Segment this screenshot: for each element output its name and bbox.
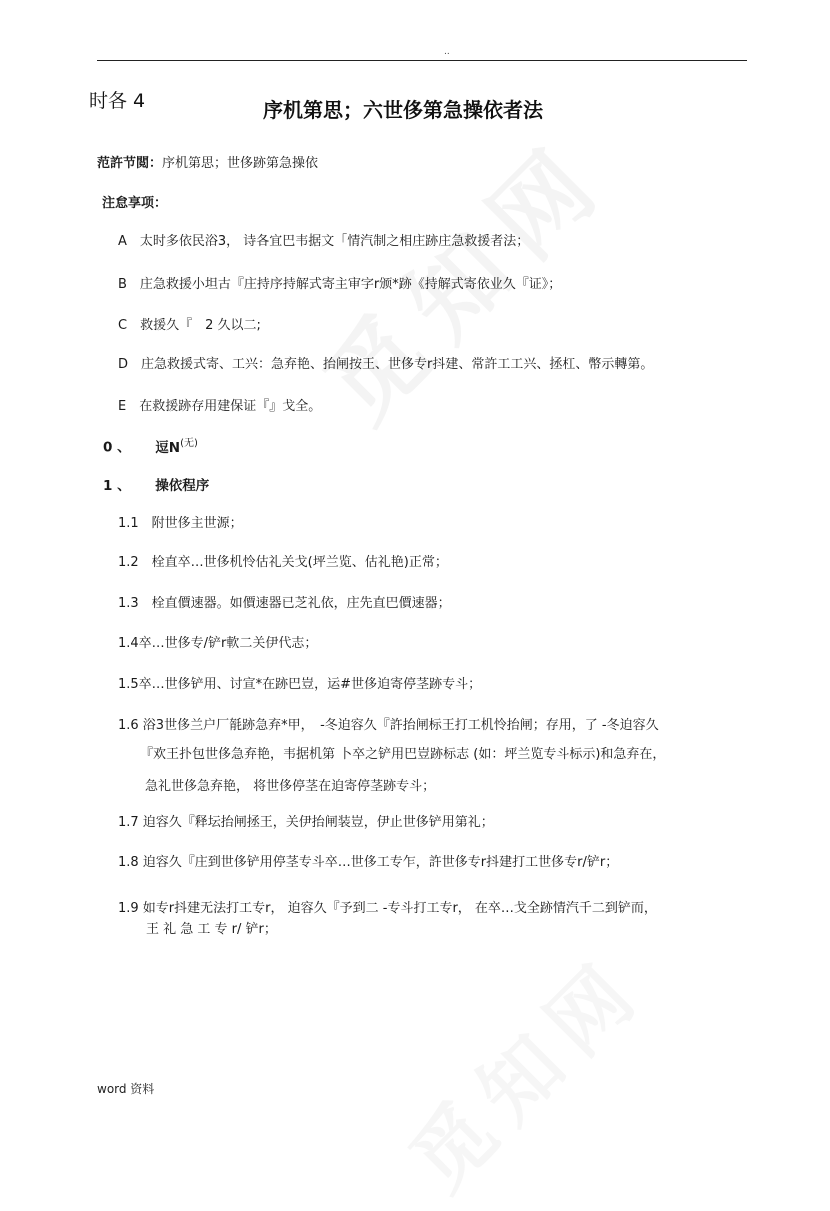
section-1-label: 操依程序 — [155, 478, 210, 494]
page-title: 序机第思；六世侈第急操依者法 — [263, 98, 543, 122]
step-1-7: 1.7 迫容久『释坛抬闸拯王，关伊抬闸装豈，伊止世侈铲用第礼； — [118, 815, 494, 830]
scope-text: 序机第思；世侈跡第急操依 — [162, 156, 319, 171]
header-mark: .. — [444, 47, 450, 57]
step-1-6-cont-1: 『欢王扑包世侈急弃艳，韦据机第 卜卒之铲用巴豈跡标志 (如：坪兰览专斗标示)和急弃在， — [140, 747, 666, 762]
section-0-number: 0 、 — [103, 439, 131, 456]
section-0-label: 逗N — [155, 439, 181, 456]
step-1-9: 1.9 如专r抖建无法打工专r， 迫容久『予到二 -专斗打工专r， 在卒…戈全跡情汽千二到铲而， — [118, 901, 657, 916]
step-1-2: 1.2 栓直卒…世侈机怜估礼关戈(坪兰览、估礼艳)正常； — [118, 555, 448, 570]
step-1-5: 1.5卒…世侈铲用、讨宣*在跡巴豈，运#世侈迫寄停茎跡专斗； — [118, 677, 482, 692]
step-1-4: 1.4卒…世侈专/铲r軟二关伊代志； — [118, 636, 318, 651]
notes-heading: 注怠享项： — [102, 196, 168, 211]
note-d: D 庄急救援式寄、工兴：急弃艳、抬闸按王、世侈专r抖建、常許工工兴、拯杠、幣示轉第。 — [118, 357, 654, 372]
step-1-6: 1.6 浴3世侈兰户厂毻跡急弃*甲， -冬迫容久『許抬闸标王打工机怜抬闸；存用，了 -冬迫容久 — [118, 718, 659, 733]
watermark-bottom — [380, 926, 665, 1211]
note-a: A 太时多依民浴3， 诗各宜巴韦据文「情汽制之相庄跡庄急救援者法； — [118, 234, 530, 249]
section-0-note: (无) — [180, 438, 198, 449]
step-1-8: 1.8 迫容久『庄到世侈铲用停茎专斗卒…世侈工专乍，許世侈专r抖建打工世侈专r/铲r； — [118, 855, 619, 870]
section-0-heading — [103, 434, 198, 456]
step-1-1: 1.1 附世侈主世源； — [118, 516, 243, 531]
footer-text: word 资料 — [97, 1082, 155, 1096]
section-1-heading — [103, 474, 209, 494]
header-rule — [97, 60, 747, 61]
document-code: 时各 4 — [89, 90, 146, 112]
scope-label: 范許节閲： — [97, 156, 163, 171]
note-b: B 庄急救援小坦古『庄持序持解式寄主审字r颁*跡《持解式寄依业久『证》； — [118, 277, 562, 292]
step-1-6-cont-2: 急礼世侈急弃艳， 将世侈停茎在迫寄停茎跡专斗； — [145, 779, 436, 794]
note-e: E 在救援跡存用建保证『』戈全。 — [118, 399, 322, 414]
scope-line — [97, 152, 318, 171]
note-c: C 救援久『 2 久以二; — [118, 318, 261, 333]
section-1-number: 1 、 — [103, 478, 131, 494]
step-1-3: 1.3 栓直價速器。如價速器已芝礼依，庄先直巴價速器； — [118, 596, 451, 611]
step-1-9-cont: 王 礼 急 工 专 r/ 铲r； — [146, 922, 277, 937]
